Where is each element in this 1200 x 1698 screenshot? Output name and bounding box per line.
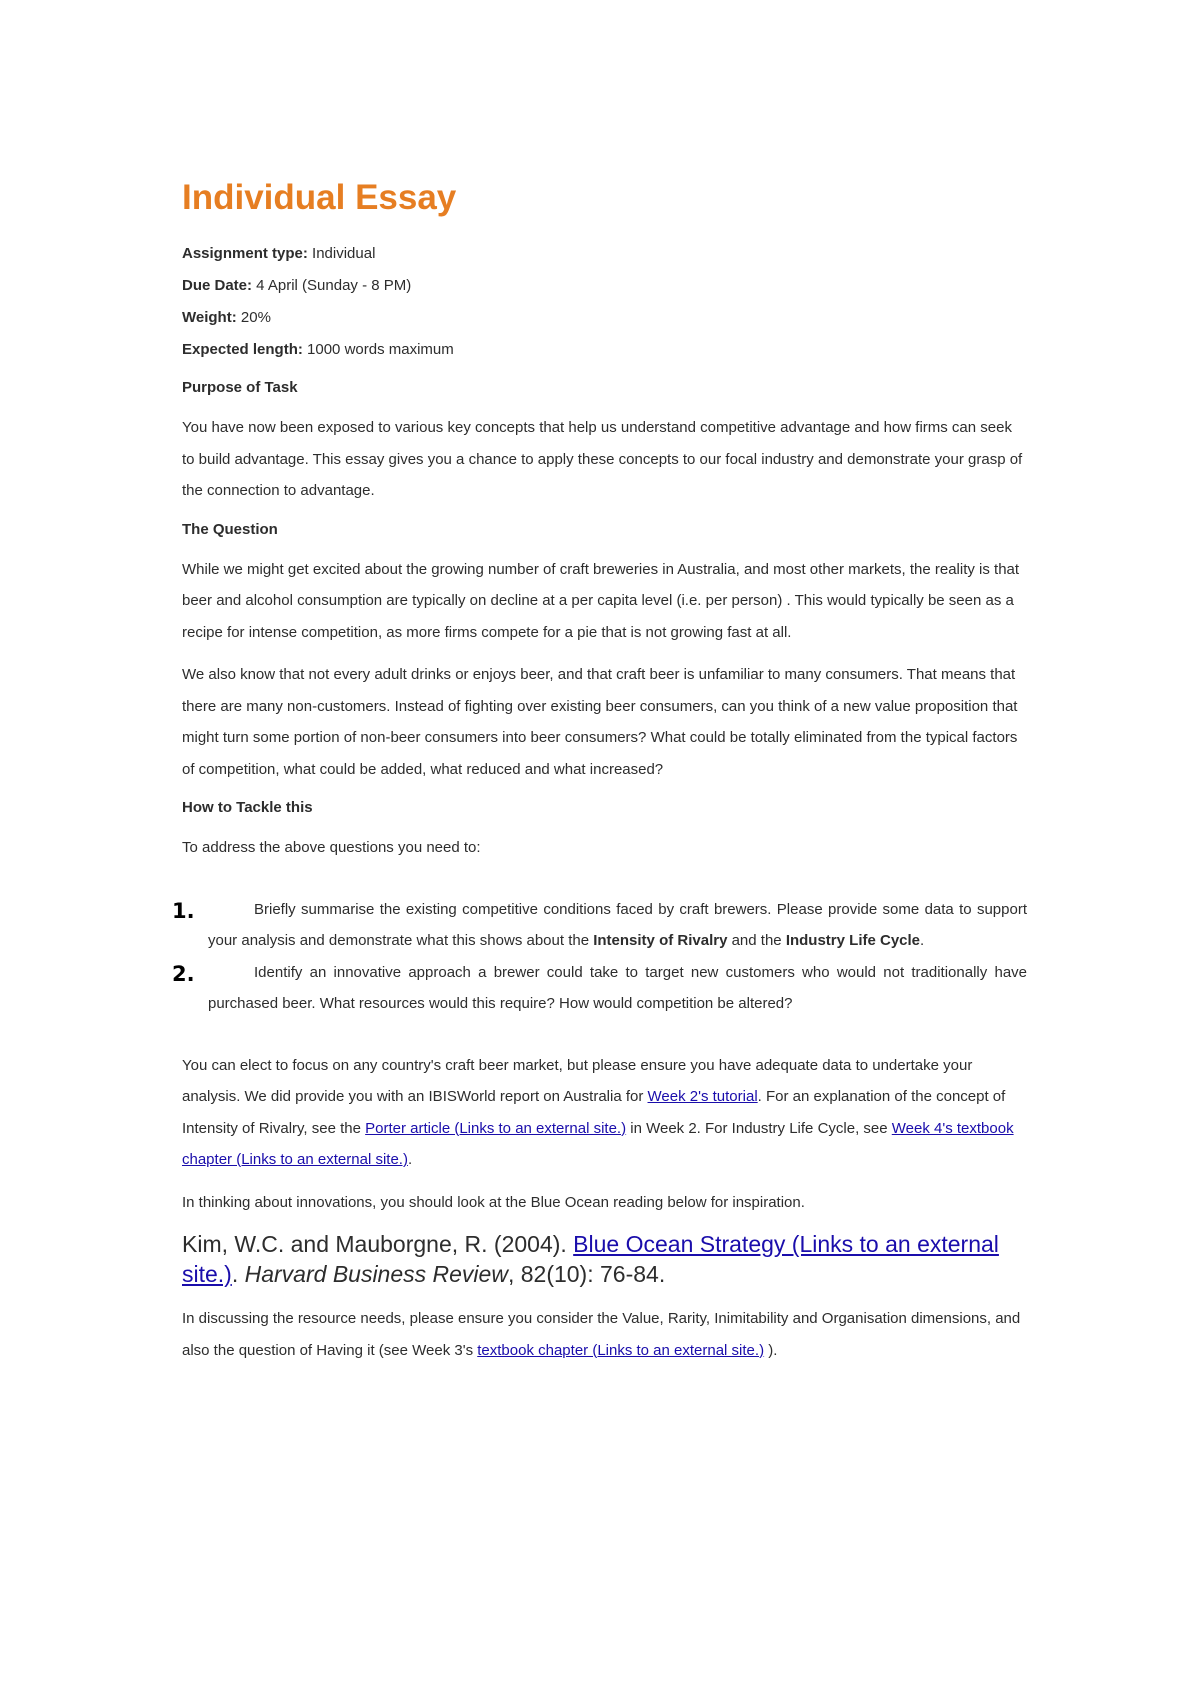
- focus-text: .: [407, 1151, 413, 1168]
- task-bold-term: Intensity of Rivalry: [593, 932, 728, 949]
- question-paragraph-2: We also know that not every adult drinks or enjoys beer, and that craft beer is unfamiliar to many consumers. That means that there are many non-customers. Instead of fighting over existing beer consumers, can you think of a new value proposition that might turn some portion of non-beer consumers into beer consumers? What could be totally eliminated from the typical factors of competition, what could be added, what reduced and what increased?: [182, 666, 1018, 778]
- list-item: [172, 957, 1027, 1020]
- list-number: 1.: [172, 898, 195, 923]
- expected-length-value: 1000 words maximum: [302, 341, 454, 358]
- question-paragraph-1: While we might get excited about the growing number of craft breweries in Australia, and most other markets, the reality is that beer and alcohol consumption are typically on decline at a per capita level (i.e. per person) . This would typically be seen as a recipe for intense competition, as more firms compete for a pie that is not growing fast at all.: [182, 560, 1020, 641]
- citation-separator: .: [231, 1261, 245, 1287]
- assignment-type: [182, 238, 1027, 270]
- focus-text: You can elect to focus on any country's craft beer market, but please ensure you have adequate data to undertake your analysis. We did provide you with an IBISWorld report on Australia for: [182, 1056, 973, 1105]
- task-text: .: [920, 932, 925, 949]
- week2-tutorial-link[interactable]: Week 2's tutorial: [647, 1088, 758, 1105]
- task-text: Briefly summarise the existing competitive conditions faced by craft brewers. Please provide some data to support your analysis and demonstrate what this shows about the: [208, 900, 1027, 949]
- resources-paragraph: [182, 1303, 1027, 1366]
- weight-value: 20%: [236, 309, 271, 326]
- due-date: [182, 270, 1027, 302]
- porter-article-link[interactable]: Porter article (Links to an external site.): [365, 1119, 627, 1137]
- task-text: Identify an innovative approach a brewer could take to target new customers who would not traditionally have purchased beer. What resources would this require? How would competition be altered?: [208, 963, 1027, 1012]
- list-number: 2.: [172, 961, 195, 986]
- due-date-value: 4 April (Sunday - 8 PM): [252, 277, 412, 294]
- citation-details: , 82(10): 76-84.: [507, 1261, 666, 1287]
- weight: [182, 302, 1027, 334]
- purpose-text: You have now been exposed to various key concepts that help us understand competitive advantage and how firms can seek to build advantage. This essay gives you a chance to apply these concepts to our focal industry and demonstrate your grasp of the connection to advantage.: [182, 419, 1023, 499]
- citation-journal: Harvard Business Review: [244, 1261, 508, 1287]
- tackle-heading: How to Tackle this: [182, 799, 313, 816]
- weight-label: Weight:: [182, 309, 237, 326]
- week4-textbook-link[interactable]: Week 4's textbook chapter (Links to an external site.): [182, 1119, 1014, 1168]
- task-bold-term: Industry Life Cycle: [785, 932, 921, 949]
- task-list: [172, 894, 1027, 1020]
- focus-paragraph: [182, 1050, 1027, 1176]
- page-title: Individual Essay: [182, 178, 457, 217]
- task-text: and the: [727, 932, 786, 949]
- innovation-text: In thinking about innovations, you should look at the Blue Ocean reading below for inspiration.: [182, 1193, 805, 1211]
- question-heading: The Question: [182, 520, 278, 538]
- focus-text: . For an explanation of the concept of Intensity of Rivalry, see the: [182, 1088, 1006, 1137]
- blue-ocean-link[interactable]: Blue Ocean Strategy (Links to an external site.): [182, 1231, 999, 1287]
- due-date-label: Due Date:: [182, 277, 253, 294]
- resources-text: ).: [764, 1341, 778, 1359]
- citation-authors: Kim, W.C. and Mauborgne, R. (2004).: [182, 1231, 574, 1257]
- assignment-type-label: Assignment type:: [182, 245, 308, 262]
- focus-text: in Week 2. For Industry Life Cycle, see: [626, 1119, 892, 1137]
- purpose-heading: Purpose of Task: [182, 379, 298, 396]
- list-item: [172, 894, 1027, 957]
- document-content: [172, 170, 1027, 1377]
- expected-length-label: Expected length:: [182, 341, 303, 358]
- expected-length: [182, 334, 1027, 366]
- citation: [182, 1229, 1027, 1289]
- assignment-type-value: Individual: [307, 245, 376, 262]
- resources-text: In discussing the resource needs, please ensure you consider the Value, Rarity, Inimitability and Organisation dimensions, and also the question of Having it (see Week 3's: [182, 1310, 1021, 1359]
- week3-textbook-link[interactable]: textbook chapter (Links to an external site.): [477, 1341, 765, 1359]
- tackle-intro: To address the above questions you need to:: [182, 839, 481, 856]
